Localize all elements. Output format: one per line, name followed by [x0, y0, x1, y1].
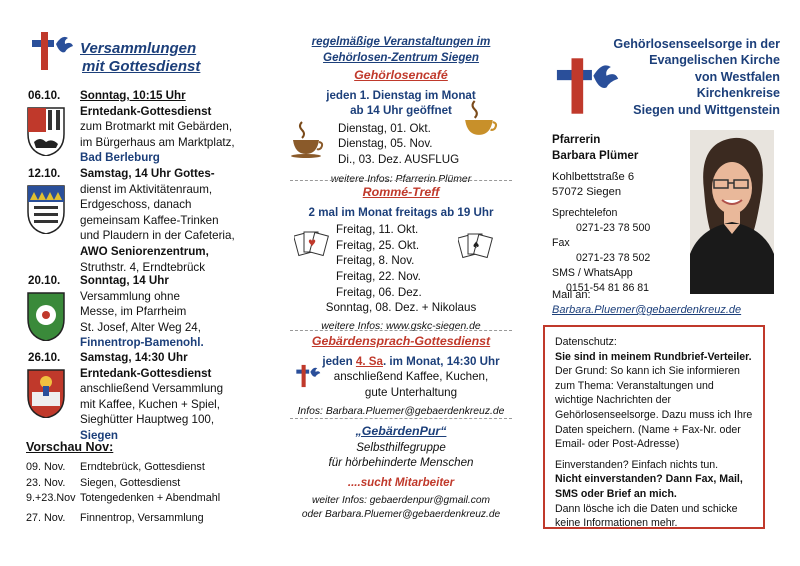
pastor-name: Barbara Plümer	[552, 148, 639, 162]
notice-title: Datenschutz:	[555, 336, 617, 348]
gp-title: „GebärdenPur“	[355, 424, 447, 438]
preview-row	[26, 476, 266, 491]
event-line: mit Kaffee, Kuchen + Spiel,	[80, 397, 220, 411]
event-title: Erntedank-Gottesdienst	[80, 104, 212, 118]
event-date: 20.10.	[28, 274, 61, 287]
org-line: Evangelischen Kirche	[649, 53, 780, 68]
cafe-info: weitere Infos: Pfarrerin Plümer	[330, 173, 472, 185]
romme-date: Freitag, 11. Okt.	[336, 223, 419, 237]
romme-subtitle: 2 mal im Monat freitags ab 19 Uhr	[308, 205, 494, 219]
event-line: zum Brotmarkt mit Gebärden,	[80, 120, 233, 134]
romme-title: Rommé-Treff	[362, 185, 440, 199]
gp-search: ....sucht Mitarbeiter	[347, 475, 455, 489]
cafe-title: Gehörlosencafé	[354, 68, 448, 82]
notice-paragraph-1: Der Grund: So kann ich Sie informieren zum Thema: Veranstaltungen und wichtige Nachrichten der Gehörlosenseelsorge. Dazu muss ich Ihre Daten speichern. (Name + Fax-Nr. oder Email- oder Post-Adresse)	[555, 365, 753, 451]
playing-cards-icon	[458, 230, 494, 260]
preview-row	[26, 460, 266, 475]
erndtebrueck-crest-icon	[26, 184, 66, 234]
preview-text: Finnentrop, Versammlung	[80, 511, 204, 524]
cafe-date: Dienstag, 05. Nov.	[338, 137, 433, 151]
notice-bold-1: Sie sind in meinem Rundbrief-Verteiler.	[555, 350, 752, 363]
preview-date: 09. Nov.	[26, 461, 66, 474]
preview-date: 23. Nov.	[26, 476, 66, 489]
event-line: dienst im Aktivitätenraum,	[80, 182, 213, 196]
event-line: Versammlung ohne	[80, 289, 180, 303]
org-line: Siegen und Wittgenstein	[633, 102, 780, 117]
event-place: Bad Berleburg	[80, 151, 160, 165]
privacy-notice	[543, 325, 765, 529]
gs-line-2: gute Unterhaltung	[364, 385, 458, 399]
address-street: Kohlbettstraße 6	[552, 171, 635, 183]
tel-number: 0271-23 78 500	[576, 222, 651, 234]
event-line: St. Josef, Alter Weg 24,	[80, 320, 201, 334]
pastor-title: Pfarrerin	[552, 133, 601, 146]
romme-date: Freitag, 25. Okt.	[336, 238, 420, 252]
event-line: anschließend Versammlung	[80, 382, 224, 396]
gp-info-2: oder Barbara.Pluemer@gebaerdenkreuz.de	[301, 509, 501, 521]
event-time: Sonntag, 14 Uhr	[80, 274, 169, 287]
fax-label: Fax	[552, 237, 570, 249]
preview-date: 27. Nov.	[26, 511, 66, 524]
event-line: gemeinsam Kaffee-Trinken	[80, 213, 219, 227]
romme-date: Sonntag, 08. Dez. + Nikolaus	[325, 301, 477, 315]
sms-label: SMS / WhatsApp	[552, 267, 633, 279]
gs-subtitle-num: 4. Sa	[355, 354, 383, 368]
event-date: 12.10.	[28, 167, 61, 180]
section-title-line1: Versammlungen	[80, 40, 197, 57]
gp-subtitle-2: für hörbehinderte Menschen	[328, 456, 474, 470]
romme-date: Freitag, 22. Nov.	[336, 269, 421, 283]
pastor-portrait	[690, 130, 774, 294]
notice-paragraph-2: Einverstanden? Einfach nichts tun.	[555, 458, 719, 471]
org-line: Kirchenkreise	[696, 86, 780, 101]
mid-heading-1: regelmäßige Veranstaltungen im	[311, 35, 491, 48]
event-place: AWO Seniorenzentrum,	[80, 244, 209, 258]
event-line: Sieghütter Hauptweg 100,	[80, 413, 215, 427]
coffee-cup-icon	[462, 98, 498, 142]
gs-subtitle-post: . im Monat, 14:30 Uhr	[382, 354, 500, 368]
bad-berleburg-crest-icon	[26, 106, 66, 156]
event-time: Samstag, 14 Uhr Gottes-	[80, 167, 215, 180]
event-line: Erdgeschoss, danach	[80, 198, 192, 212]
gs-line-1: anschließend Kaffee, Kuchen,	[333, 370, 489, 384]
org-line: Gehörlosenseelsorge in der	[613, 37, 780, 51]
sms-number: 0151-54 81 86 81	[566, 282, 650, 294]
event-date: 06.10.	[28, 89, 61, 102]
gs-subtitle-pre: jeden	[322, 354, 356, 368]
preview-title: Vorschau Nov:	[26, 440, 114, 454]
preview-row	[26, 511, 266, 526]
romme-info: weitere Infos: www.gskc-siegen.de	[321, 320, 481, 332]
gebaerdenkreuz-logo-icon	[28, 30, 76, 72]
fax-number: 0271-23 78 502	[576, 252, 651, 264]
romme-date: Freitag, 06. Dez.	[336, 285, 422, 299]
event-line: Struthstr. 4, Erndtebrück	[80, 260, 206, 274]
address-city: 57072 Siegen	[552, 186, 622, 198]
event-time: Samstag, 14:30 Uhr	[80, 351, 188, 364]
siegen-crest-icon	[26, 368, 66, 418]
svg-text:♥: ♥	[308, 239, 317, 249]
event-title: Erntedank-Gottesdienst	[80, 366, 212, 380]
event-time: Sonntag, 10:15 Uhr	[80, 89, 186, 102]
gs-subtitle	[290, 354, 512, 370]
divider	[290, 180, 512, 181]
org-line: von Westfalen	[694, 69, 780, 84]
gp-info-1: weiter Infos: gebaerdenpur@gmail.com	[312, 495, 490, 507]
playing-cards-icon	[294, 228, 330, 258]
cafe-date: Dienstag, 01. Okt.	[338, 121, 431, 135]
gp-subtitle-1: Selbsthilfegruppe	[356, 440, 446, 454]
event-line: im Bürgerhaus am Marktplatz,	[80, 135, 235, 149]
preview-date: 9.+23.Nov	[26, 492, 76, 505]
event-line: und Plaudern in der Cafeteria,	[80, 229, 235, 243]
divider	[290, 330, 512, 331]
preview-text: Siegen, Gottesdienst	[80, 476, 181, 489]
gs-title: Gebärdensprach-Gottesdienst	[311, 334, 491, 348]
event-place: Finnentrop-Bamenohl.	[80, 336, 204, 350]
mail-label: Mail an:	[552, 289, 591, 301]
preview-text: Erndtebrück, Gottesdienst	[80, 461, 205, 474]
november-preview	[26, 440, 266, 526]
svg-text:♠: ♠	[472, 241, 481, 251]
cafe-subtitle-2: ab 14 Uhr geöffnet	[350, 104, 452, 118]
preview-row	[26, 491, 266, 506]
event-date: 26.10.	[28, 351, 61, 364]
preview-text: Totengedenken + Abendmahl	[80, 492, 221, 505]
section-title-line2: mit Gottesdienst	[82, 58, 201, 75]
divider	[290, 418, 512, 419]
notice-bold-2: Nicht einverstanden? Dann Fax, Mail, SMS oder Brief an mich.	[555, 473, 743, 500]
tel-label: Sprechtelefon	[552, 207, 618, 219]
event-place: Siegen	[80, 428, 119, 442]
mid-heading-2: Gehörlosen-Zentrum Siegen	[323, 50, 479, 64]
cafe-date: Di., 03. Dez. AUSFLUG	[338, 152, 460, 166]
gebaerdenkreuz-small-icon	[294, 362, 322, 390]
mail-link[interactable]: Barbara.Pluemer@gebaerdenkreuz.de	[552, 304, 742, 316]
romme-date: Freitag, 8. Nov.	[336, 254, 415, 268]
finnentrop-crest-icon	[26, 291, 66, 341]
coffee-cup-icon	[290, 118, 324, 158]
cafe-subtitle-1: jeden 1. Dienstag im Monat	[326, 88, 476, 102]
gs-info: Infos: Barbara.Pluemer@gebaerdenkreuz.de	[297, 406, 505, 418]
notice-paragraph-3: Dann lösche ich die Daten und schicke keine Informationen mehr.	[555, 502, 738, 530]
event-line: Messe, im Pfarrheim	[80, 305, 187, 319]
